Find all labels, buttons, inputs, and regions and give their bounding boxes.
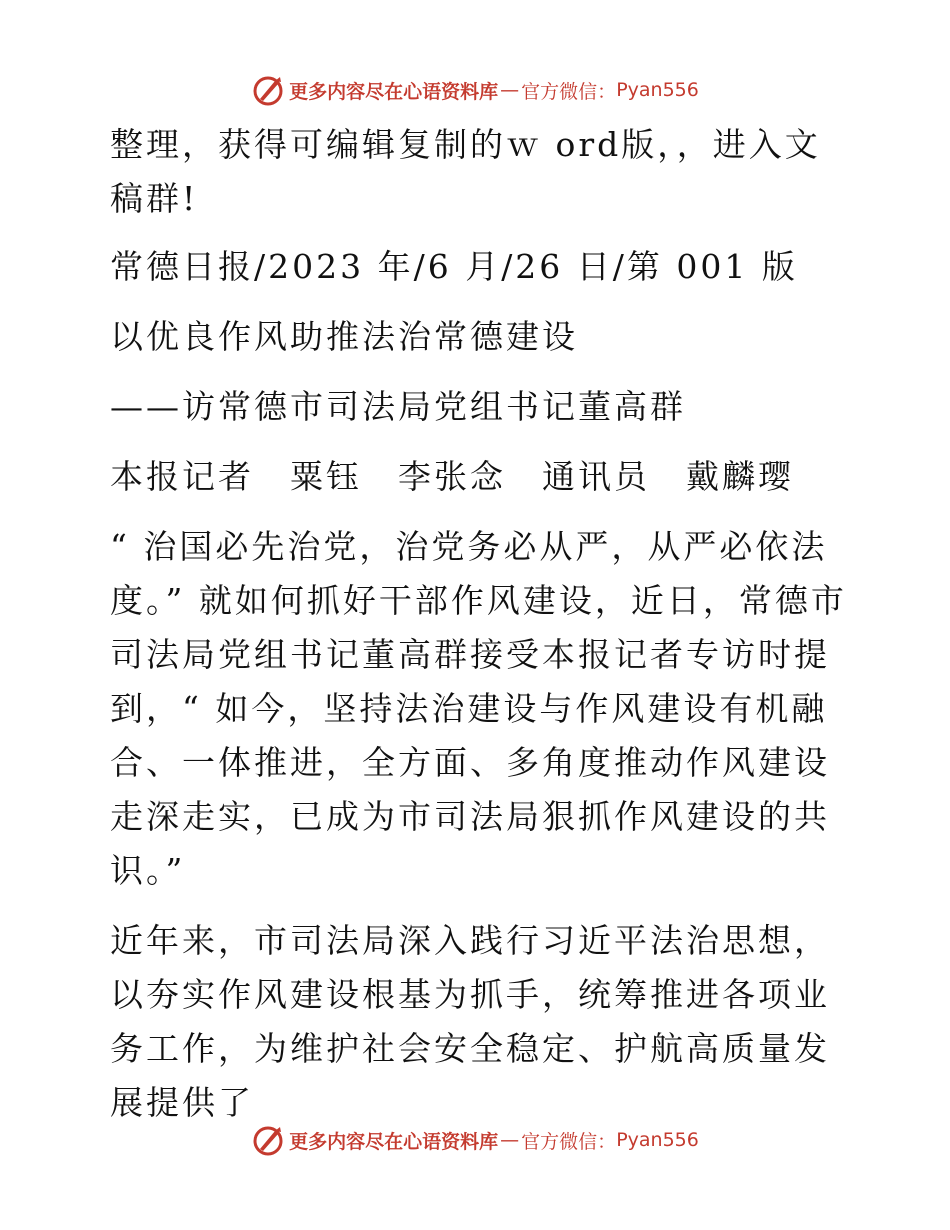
- banner-text: 更多内容尽在心语资料库: [289, 1130, 499, 1153]
- banner-separator: —: [500, 79, 520, 101]
- intro-text: 整理，获得可编辑复制的ｗ ord版，，进入文稿群!: [110, 125, 821, 218]
- document-body: [96, 118, 856, 1146]
- paragraph-2: 近年来，市司法局深入践行习近平法治思想，以夯实作风建设根基为抓手，统筹推进各项业务工作，为维护社会安全稳定、护航高质量发展提供了: [110, 921, 830, 1122]
- article-subtitle: ——访常德市司法局党组书记董高群: [110, 387, 686, 426]
- article-title: 以优良作风助推法治常德建设: [110, 317, 578, 356]
- byline: 本报记者 粟钰 李张念 通讯员 戴麟璎: [110, 457, 794, 496]
- watermark-banner-top: [0, 68, 950, 112]
- quill-seal-icon: [251, 73, 285, 107]
- banner-account-label: 官方微信：: [521, 1130, 617, 1153]
- source-line: 常德日报/2023 年/6 月/26 日/第 001 版: [110, 247, 798, 286]
- watermark-banner-bottom: [0, 1118, 950, 1162]
- banner-account-id: Pyan556: [616, 79, 699, 101]
- paragraph-1: “ 治国必先治党，治党务必从严，从严必依法度。” 就如何抓好干部作风建设，近日，常德市司法局党组书记董高群接受本报记者专访时提到，“ 如今，坚持法治建设与作风建设有机融合、一体推进，全方面、多角度推动作风建设走深走实，已成为市司法局狠抓作风建设的共识。”: [110, 527, 847, 890]
- quill-seal-icon: [251, 1123, 285, 1157]
- banner-text: 更多内容尽在心语资料库: [289, 80, 499, 103]
- banner-account-label: 官方微信：: [521, 80, 617, 103]
- banner-separator: —: [500, 1129, 520, 1151]
- banner-account-id: Pyan556: [616, 1129, 699, 1151]
